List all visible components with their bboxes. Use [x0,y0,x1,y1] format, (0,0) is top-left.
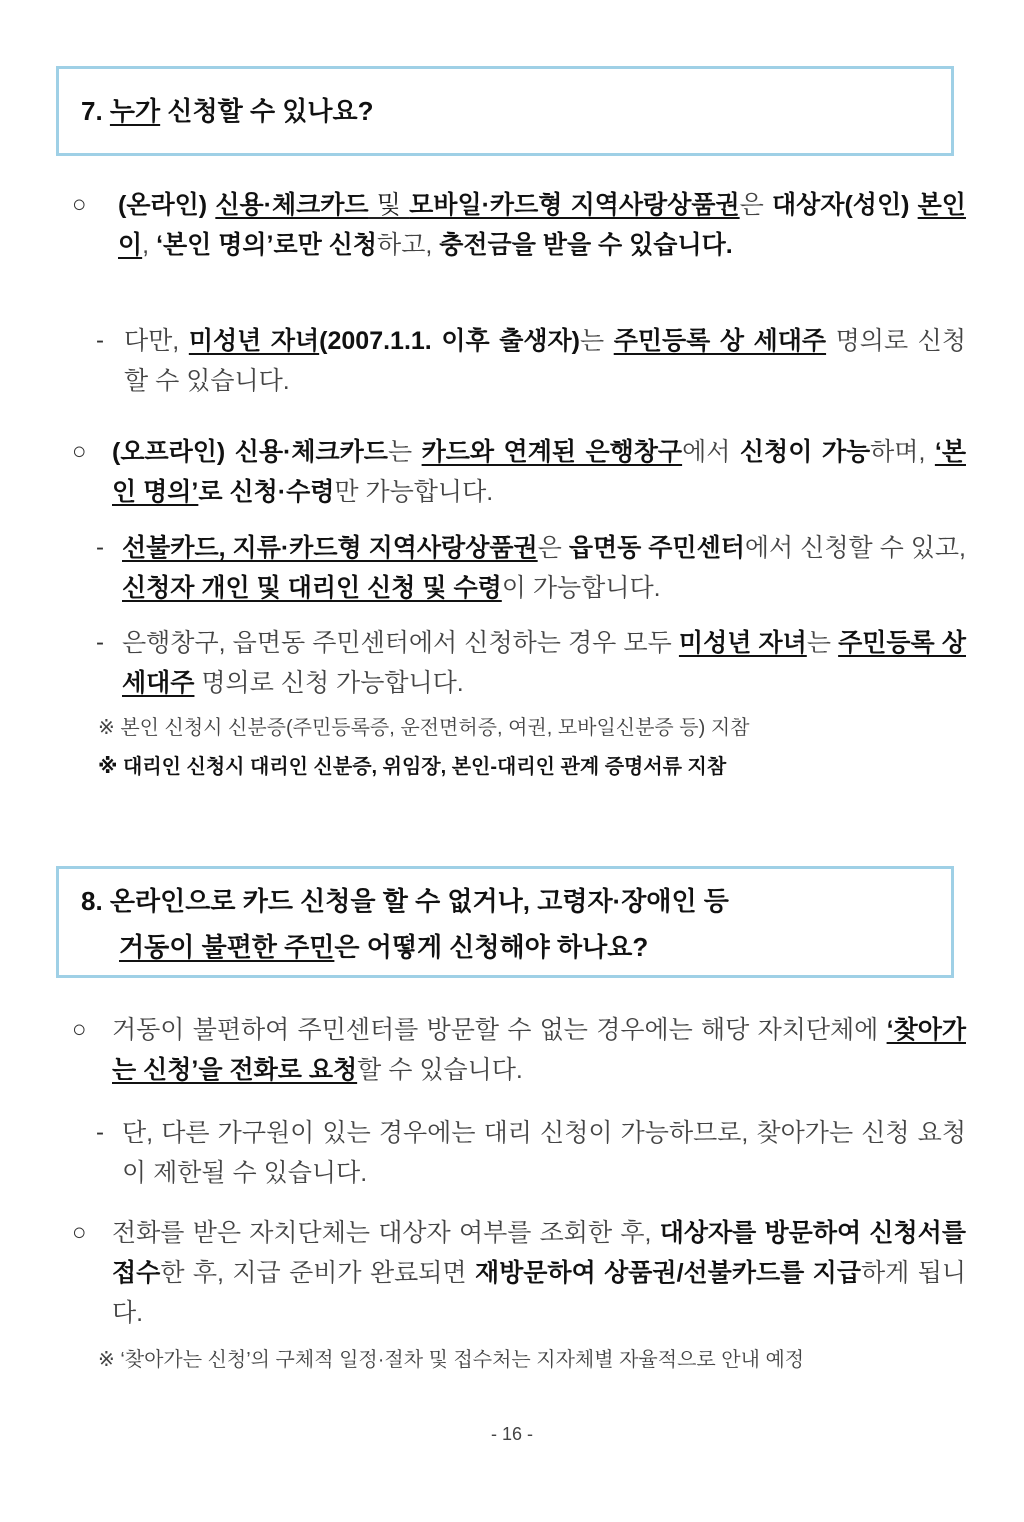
text-segment: 전화를 받은 자치단체는 대상자 여부를 조회한 후, [112,1219,660,1247]
question-8-title-line1: 8. 온라인으로 카드 신청을 할 수 없거나, 고령자·장애인 등 [81,886,729,916]
title-rest: 은 어떻게 신청해야 하나요? [334,932,649,962]
q8-paragraph-household [122,1113,966,1193]
q7-paragraph-bank [122,623,966,703]
text-segment: 주민등록 상 세대주 [613,327,827,355]
text-segment: 에서 신청할 수 있고, [744,534,966,562]
text-segment: 선불카드, 지류·카드형 지역사랑상품권 [122,534,538,562]
text-segment: 본인이 [118,191,966,259]
bullet-circle: ○ [72,1016,87,1043]
text-segment: ‘본인 명의’ [112,438,966,506]
text-segment: 이 가능합니다. [501,574,661,602]
text-segment: 하고, [377,231,440,259]
title-underlined: 거동이 불편한 주민 [119,932,335,962]
text-segment: 미성년 자녀 [678,629,807,657]
text-segment: 충전금을 받을 수 있습니다. [439,231,733,259]
text-segment: 한 후, 지급 준비가 완료되면 [160,1259,475,1287]
text-segment: 은행창구, 읍면동 주민센터에서 신청하는 경우 모두 [122,629,679,657]
text-segment: 는 [806,629,839,657]
text-segment: , [142,231,157,259]
text-segment: 하며, [870,438,935,466]
text-segment: 카드와 연계된 은행창구 [421,438,683,466]
text-segment: 대상자(성인) [772,191,918,219]
text-segment: 및 [368,191,410,219]
title-rest: 신청할 수 있나요? [160,96,374,126]
text-segment: (2007.1.1. 이후 출생자) [319,327,580,355]
text-segment: 다만, [124,327,189,355]
text-segment: 단, 다른 가구원이 있는 경우에는 대리 신청이 가능하므로, 찾아가는 신청 요청이 제한될 수 있습니다. [122,1119,966,1187]
question-7-title [81,89,374,133]
note-proxy-id: ※ 대리인 신청시 대리인 신분증, 위임장, 본인-대리인 관계 증명서류 지참 [98,756,727,778]
question-8-title-line2 [119,925,648,969]
text-segment: 거동이 불편하여 주민센터를 방문할 수 없는 경우에는 해당 자치단체에 [112,1016,887,1044]
text-segment: 할 수 있습니다. [357,1056,523,1084]
q7-paragraph-online [118,185,966,265]
text-segment: 명의로 신청 가능합니다. [194,669,464,697]
note-visit-schedule: ※ ‘찾아가는 신청’의 구체적 일정·절차 및 접수처는 지자체별 자율적으로 안내 예정 [98,1349,805,1371]
bullet-circle: ○ [72,191,87,218]
question-8-box [56,866,954,978]
text-segment: 는 [387,438,422,466]
text-segment: 모바일·카드형 지역사랑상품권 [409,191,740,219]
page-number: - 16 - [490,1424,533,1444]
text-segment: 명의로 신청할 수 있습니다. [124,327,966,395]
title-number: 7. [81,96,110,126]
text-segment: 주민등록 상 세대주 [122,629,966,697]
text-segment: 은 [537,534,569,562]
q7-paragraph-minor [124,321,966,401]
q8-paragraph-visit [112,1010,966,1090]
text-segment: 만 가능합니다. [334,478,494,506]
text-segment: (온라인) [118,191,216,219]
q7-paragraph-offline [112,432,966,512]
bullet-circle: ○ [72,1219,87,1246]
text-segment: ‘본인 명의’로만 신청 [156,231,378,259]
text-segment: 하게 됩니다. [112,1259,967,1327]
text-segment: 미성년 자녀 [188,327,320,355]
text-segment: 신청자 개인 및 대리인 신청 및 수령 [122,574,502,602]
text-segment: 재방문하여 상품권/선불카드를 지급 [474,1259,861,1287]
bullet-dash: - [96,534,104,561]
text-segment: 대상자를 방문하여 신청서를 접수 [112,1219,966,1287]
text-segment: ‘찾아가는 신청’을 전화로 요청 [112,1016,966,1084]
bullet-circle: ○ [72,438,87,465]
q8-paragraph-process [112,1213,966,1333]
text-segment: 는 [579,327,614,355]
text-segment: 은 [739,191,773,219]
q7-paragraph-prepaid [122,528,966,608]
note-self-id: ※ 본인 신청시 신분증(주민등록증, 운전면허증, 여권, 모바일신분증 등) 지참 [98,717,750,739]
text-segment: 읍면동 주민센터 [568,534,745,562]
text-segment: 에서 [682,438,740,466]
text-segment: 신청이 가능 [739,438,871,466]
bullet-dash: - [96,629,104,656]
text-segment: 신용·체크카드 [215,191,369,219]
bullet-dash: - [96,1119,104,1146]
text-segment: 로 신청·수령 [198,478,335,506]
bullet-dash: - [96,327,104,354]
title-underlined: 누가 [109,96,161,126]
text-segment: (오프라인) 신용·체크카드 [112,438,388,466]
question-7-box [56,66,954,156]
